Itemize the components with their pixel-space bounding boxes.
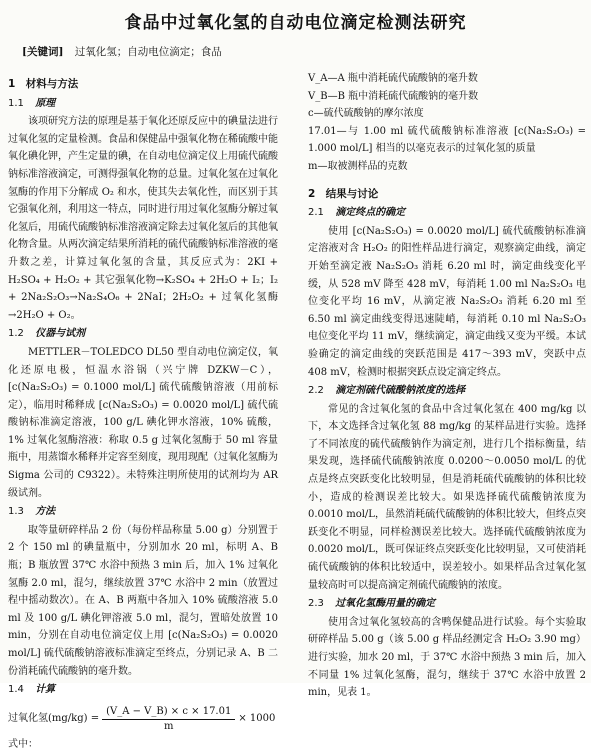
paragraph-where: 式中： — [8, 738, 38, 750]
section-number: 1.3 — [8, 506, 24, 518]
formula-numerator: (V_A − V_B) × c × 17.01 — [102, 705, 235, 720]
paragraph-instruments: METTLER－TOLEDCO DL50 型自动电位滴定仪，氧化还原电极，恒温水浴锅（兴宁牌 DZKW－C），[c(Na₂S₂O₃) = 0.1000 mol/L] 硫代硫酸钠溶液（用前标定），临用时稀释成 [c(Na₂S₂O₃) = 0.0020 mol/L] 硫代硫酸钠标准滴定溶液，100 g/L 碘化钾水溶液，10% 硫酸，1% 过氧化氢酶溶液：称取 0.5 g 过氧化氢酶于 50 ml 容量瓶中，用蒸馏水稀释并定容至刻度，现用现配（过氧化氢酶为 Sigma 公司的 C9322）。未特殊注明所使用的试剂均为 AR 级试剂。 — [8, 346, 278, 499]
definition-17-01: 17.01—与 1.00 ml 硫代硫酸钠标准溶液 [c(Na₂S₂O₃) = 1.000 mol/L] 相当的以毫克表示的过氧化氢的质量 — [308, 125, 586, 155]
left-column — [8, 74, 278, 753]
section-title: 滴定终点的确定 — [335, 207, 406, 219]
section-number: 2.1 — [308, 207, 324, 219]
section-1-3-heading — [8, 503, 278, 521]
definition-vb: V_B—B 瓶中消耗硫代硫酸钠的毫升数 — [308, 90, 479, 102]
formula-fraction — [102, 705, 235, 734]
keywords-label: [关键词] — [22, 46, 64, 58]
section-1-heading: 1 材料与方法 — [8, 78, 79, 90]
section-2-1-heading — [308, 204, 586, 222]
section-title: 计算 — [35, 684, 56, 696]
paragraph-concentration: 常见的含过氧化氢的食品中含过氧化氢在 400 mg/kg 以下，本文选择含过氧化氢 88 mg/kg 的某样品进行实验。选择了不同浓度的硫代硫酸钠作为滴定剂，进行几个指标衡量，结果发现，选择硫代硫酸钠浓度 0.0200～0.0050 mol/L 的优点是终点突跃变化比较明显，但是消耗硫代硫酸钠的体积比较小，造成的检测误差比较大。如果选择硫代硫酸钠浓度为 0.0010 mol/L，虽然消耗硫代硫酸钠的体积比较大，但终点突跃变化不明显，同样检测误差比较大。选择硫代硫酸钠浓度为 0.0020 mol/L，既可保证终点突跃变化比较明显，又可使消耗硫代硫酸钠的体积比较适中，误差较小。如果样品含过氧化氢量较高时可以提高滴定剂硫代硫酸钠的浓度。 — [308, 403, 586, 591]
section-title: 原理 — [35, 97, 56, 109]
keywords-line — [22, 44, 222, 59]
definition-c: c—硫代硫酸钠的摩尔浓度 — [308, 108, 424, 120]
section-number: 2.3 — [308, 598, 324, 610]
section-1-2-heading — [8, 325, 278, 343]
section-number: 2.2 — [308, 385, 324, 397]
section-1-4-heading — [8, 681, 278, 699]
definition-va: V_A—A 瓶中消耗硫代硫酸钠的毫升数 — [308, 73, 478, 84]
section-number: 1.1 — [8, 97, 24, 109]
section-1-1-heading — [8, 95, 278, 113]
section-title: 滴定剂硫代硫酸钠浓度的选择 — [335, 385, 466, 397]
paper-title: 食品中过氧化氢的自动电位滴定检测法研究 — [124, 13, 467, 33]
paragraph-enzyme: 使用含过氧化氢较高的含鸭保健品进行试验。每个实验取研碎样品 5.00 g（该 5.00 g 样品经测定含 H₂O₂ 3.90 mg）进行实验，加水 20 ml，于 37℃ 水浴中预热 3 min 后，加入不同量 1% 过氧化氢酶，混匀，继续于 37℃ 水浴中放置 2 min，见表 1。 — [308, 616, 586, 699]
section-title: 仪器与试剂 — [35, 328, 86, 340]
definition-m: m—取被测样品的克数 — [308, 160, 408, 172]
formula-denominator: m — [163, 720, 174, 732]
formula-lhs: 过氧化氢(mg/kg) = — [8, 713, 100, 725]
paragraph-principle: 该项研究方法的原理是基于氧化还原反应中的碘量法进行过氧化氢的定量检测。食品和保健品中强氧化物在稀硫酸中能氧化碘化钾，产生定量的碘，在自动电位滴定仪上用硫代硫酸钠标准溶液滴定，可测得强氧化物的总量。过氧化氢在过氧化氢酶的作用下分解成 O₂ 和水，使其失去氧化性，而区别于其它强氧化剂，利用这一特点，同时进行用过氧化氢酶分解过氧化氢后，用硫代硫酸钠标准溶液滴定除去过氧化氢后的其他氧化物含量。从两次滴定结果所消耗的硫代硫酸钠标准溶液的毫升数之差，计算过氧化氢的含量，其反应式为：2KI + H₂SO₄ + H₂O₂ + 其它强氧化物→K₂SO₄ + 2H₂O + I₂；I₂ + 2Na₂S₂O₃→Na₂S₄O₆ + 2NaI；2H₂O₂ + 过氧化氢酶→2H₂O + O₂。 — [8, 116, 278, 321]
section-number: 1.2 — [8, 328, 24, 340]
section-title: 过氧化氢酶用量的确定 — [335, 598, 436, 610]
section-2-2-heading — [308, 382, 586, 400]
section-2-3-heading — [308, 595, 586, 613]
section-title: 方法 — [35, 506, 56, 518]
paragraph-method: 取等量研碎样品 2 份（每份样品称量 5.00 g）分别置于 2 个 150 ml 的碘量瓶中，分别加水 20 ml，标明 A、B 瓶；B 瓶放置 37℃ 水浴中预热 3 min 后，加入 1% 过氧化氢酶 2.0 ml，混匀，继续放置 37℃ 水浴中 2 min（放置过程中摇动数次）。在 A、B 两瓶中各加入 10% 硫酸溶液 5.0 ml 及 100 g/L 碘化钾溶液 5.0 ml，混匀，置暗处放置 10 min，分别在自动电位滴定仪上用 [c(Na₂S₂O₃) = 0.0020 mol/L] 硫代硫酸钠溶液标准滴定至终点，分别记录 A、B 二份消耗硫代硫酸钠的毫升数。 — [8, 524, 278, 677]
paragraph-endpoint: 使用 [c(Na₂S₂O₃) = 0.0020 mol/L] 硫代硫酸钠标准滴定溶液对含 H₂O₂ 的阳性样品进行滴定，观察滴定曲线，滴定开始至滴定液 Na₂S₂O₃ 消耗 6.20 ml 时，滴定曲线变化平缓，从 528 mV 降至 428 mV，每消耗 1.00 ml Na₂S₂O₃ 电位变化平均 16 mV，从滴定液 Na₂S₂O₃ 消耗 6.20 ml 至 6.50 ml 滴定曲线变得迅速陡峭，每消耗 0.10 ml Na₂S₂O₃ 电位变化平均 11 mV，继续滴定，滴定曲线又变为平缓。本试验确定的滴定曲线的突跃范围是 417～393 mV，突跃中点 408 mV，检测时根据突跃点设定滴定终点。 — [308, 225, 586, 378]
formula-tail: × 1000 — [238, 713, 276, 725]
right-column — [308, 70, 586, 702]
section-2-heading: 2 结果与讨论 — [308, 187, 379, 200]
section-number: 1.4 — [8, 684, 24, 696]
keywords-text: 过氧化氢；自动电位滴定；食品 — [74, 46, 222, 58]
calculation-formula — [8, 705, 278, 734]
variable-definitions — [308, 70, 586, 176]
